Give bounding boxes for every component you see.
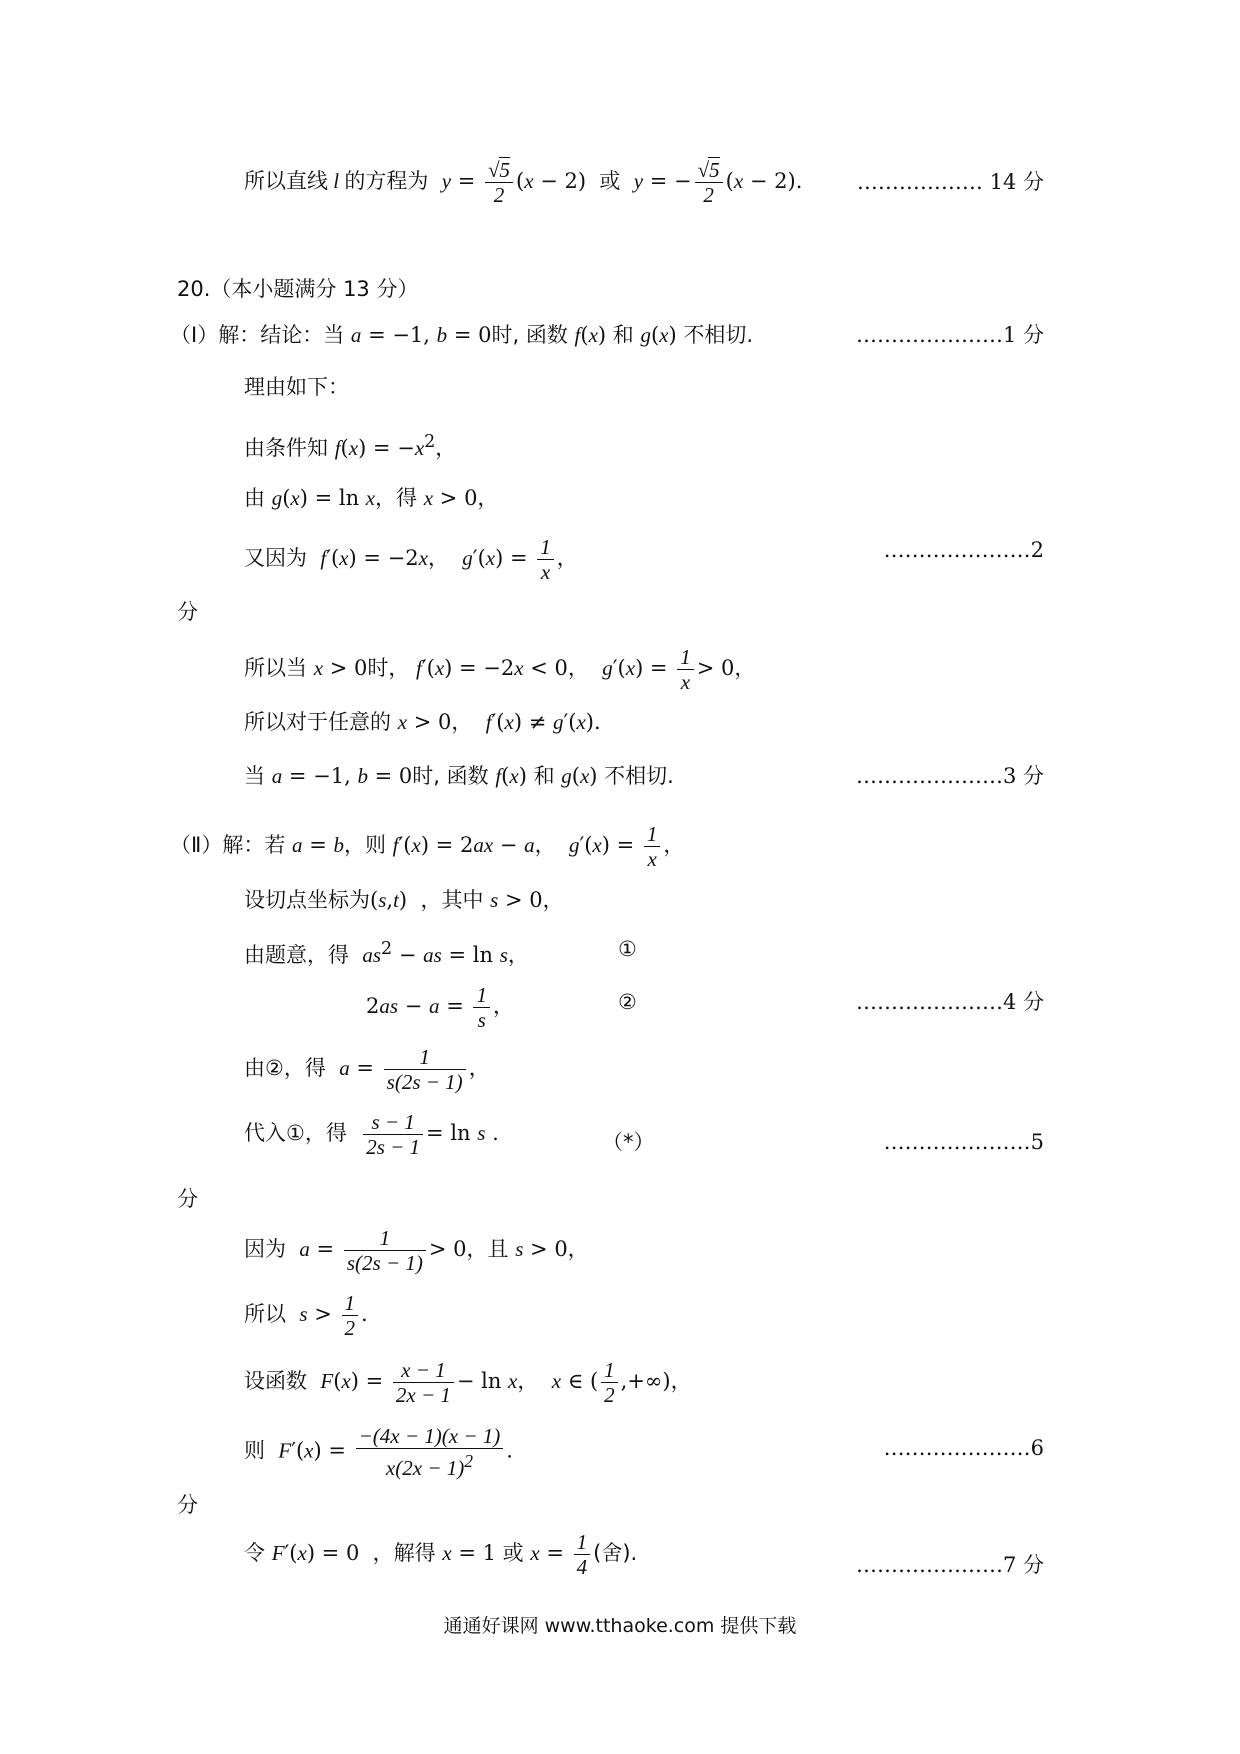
text: 由②，得 bbox=[244, 1056, 326, 1080]
text: 当 bbox=[244, 764, 265, 788]
text: 所以 bbox=[244, 1302, 286, 1326]
text: 因为 bbox=[244, 1237, 286, 1261]
score-wrap: 分 bbox=[177, 600, 198, 624]
text: (舍). bbox=[593, 1541, 638, 1565]
fraction: $\frac{1}{x}$ bbox=[677, 645, 694, 694]
text: 令 bbox=[244, 1541, 265, 1565]
fraction: $\frac{-(4x - 1)(x - 1)}{x(2x - 1)^2}$ bbox=[356, 1424, 504, 1480]
fraction: $\frac{1}{s(2s - 1)}$ bbox=[344, 1226, 426, 1275]
derivation-line: 所以对于任意的 x > 0， f′(x) ≠ g′(x). bbox=[244, 710, 601, 734]
text: ，解得 bbox=[372, 1541, 436, 1565]
text: ，其中 bbox=[420, 888, 484, 912]
derivation-line: 由②，得 a = $\frac{1}{s(2s - 1)}$ ， bbox=[244, 1045, 490, 1094]
question-header: 20.（本小题满分 13 分） bbox=[177, 277, 419, 301]
text: 设切点坐标为 bbox=[244, 888, 370, 912]
derivation-line: 当 a = −1, b = 0时, 函数 f(x) 和 g(x) 不相切. bbox=[244, 764, 674, 788]
star-label: （*） bbox=[602, 1130, 655, 1154]
reason-line: 理由如下： bbox=[244, 375, 349, 399]
fraction: $\frac{1}{s(2s - 1)}$ bbox=[384, 1045, 466, 1094]
text: ，则 bbox=[343, 833, 386, 857]
line-equation: 所以直线 l 的方程为 y = $\frac{√5}{2}$ (x − 2) 或 y = − $\frac{√5}{2}$ (x − 2). bbox=[244, 158, 803, 207]
footer: 通通好课网 www.tthaoke.com 提供下载 bbox=[443, 1615, 797, 1637]
circle-label: ② bbox=[618, 990, 637, 1014]
part2-line: （Ⅱ）解：若 a = b，则 f′(x) = 2ax − a， g′(x) = $\frac{1}{x}$ ， bbox=[170, 822, 685, 871]
circle-label: ① bbox=[618, 937, 637, 961]
derivation-line: 因为 a = $\frac{1}{s(2s - 1)}$ > 0，且 s > 0， bbox=[244, 1226, 589, 1275]
score-wrap: 分 bbox=[177, 1493, 198, 1517]
score: …………………3 分 bbox=[855, 764, 1044, 788]
fraction: $\frac{√5}{2}$ bbox=[485, 158, 513, 207]
text: 则 bbox=[244, 1438, 265, 1463]
text: 代入①，得 bbox=[244, 1121, 347, 1145]
part1-conclusion: （Ⅰ）解：结论：当 a = −1, b = 0时, 函数 f(x) 和 g(x) 不相切. bbox=[170, 323, 754, 347]
derivation-line: 由 g(x) = ln x，得 x > 0， bbox=[244, 486, 499, 510]
text: ，且 bbox=[466, 1237, 509, 1261]
fraction: $\frac{s - 1}{2s - 1}$ bbox=[363, 1110, 423, 1159]
derivation-line: 设函数 F(x) = $\frac{x - 1}{2x - 1}$ − ln x， x ∈ ( $\frac{1}{2}$ ,+∞)， bbox=[244, 1358, 692, 1407]
derivation-line: 又因为 f′(x) = −2x， g′(x) = $\frac{1}{x}$ ， bbox=[244, 535, 578, 584]
fraction: $\frac{1}{2}$ bbox=[601, 1358, 618, 1407]
fraction: $\frac{1}{s}$ bbox=[473, 983, 490, 1032]
derivation-line: 所以当 x > 0时， f′(x) = −2x < 0， g′(x) = $\frac{1}{x}$ > 0， bbox=[244, 645, 756, 694]
text: 的方程为 bbox=[344, 169, 429, 193]
text: 又因为 bbox=[244, 546, 307, 570]
text: 不相切. bbox=[683, 323, 754, 347]
score: …………………5 bbox=[883, 1130, 1044, 1154]
equation-1: 由题意，得 $as^2$ − as = ln s， bbox=[244, 939, 529, 967]
score: …………………7 分 bbox=[855, 1553, 1044, 1577]
text: 由 bbox=[244, 486, 265, 510]
derivation-line: 由条件知 $f(x) = -x^2$， bbox=[244, 432, 457, 460]
fraction: $\frac{1}{4}$ bbox=[574, 1530, 591, 1579]
fraction: $\frac{√5}{2}$ bbox=[695, 158, 723, 207]
fraction: $\frac{1}{x}$ bbox=[537, 535, 554, 584]
derivation-line: 所以 s > $\frac{1}{2}$ . bbox=[244, 1291, 368, 1340]
score: …………………6 bbox=[883, 1436, 1044, 1460]
text: 和 bbox=[533, 764, 555, 788]
text: ，得 bbox=[375, 486, 418, 510]
equation-2: 2as − a = $\frac{1}{s}$ ， bbox=[366, 983, 514, 1032]
text: 时, 函数 bbox=[412, 764, 489, 788]
derivation-line: 代入①，得 $\frac{s - 1}{2s - 1}$ = ln s . bbox=[244, 1110, 499, 1159]
text: 时， bbox=[367, 656, 410, 680]
text: 不相切. bbox=[604, 764, 674, 788]
text: 由题意，得 bbox=[244, 943, 349, 967]
text: （Ⅰ）解：结论：当 bbox=[170, 323, 345, 347]
score: ……………… 14 分 bbox=[856, 170, 1044, 194]
text: 或 bbox=[599, 169, 621, 193]
derivation-line: 则 F′(x) = $\frac{-(4x - 1)(x - 1)}{x(2x - 1)^2}$ . bbox=[244, 1424, 513, 1480]
text: 所以直线 bbox=[244, 169, 328, 193]
text: 由条件知 bbox=[244, 436, 328, 460]
text: 或 bbox=[502, 1541, 524, 1565]
text: 和 bbox=[612, 323, 634, 347]
text: 所以对于任意的 bbox=[244, 710, 391, 734]
derivation-line: 令 F′(x) = 0 ，解得 x = 1 或 x = $\frac{1}{4}$ (舍). bbox=[244, 1530, 638, 1579]
fraction: $\frac{x - 1}{2x - 1}$ bbox=[393, 1358, 454, 1407]
fraction: $\frac{1}{x}$ bbox=[644, 822, 661, 871]
score: …………………2 bbox=[883, 538, 1044, 562]
score: …………………4 分 bbox=[855, 990, 1044, 1014]
text: 所以当 bbox=[244, 656, 307, 680]
derivation-line: 设切点坐标为(s,t) ，其中 s > 0， bbox=[244, 888, 564, 912]
score: …………………1 分 bbox=[855, 323, 1044, 347]
text: （Ⅱ）解：若 bbox=[170, 833, 286, 857]
text: 时, 函数 bbox=[491, 323, 568, 347]
score-wrap: 分 bbox=[177, 1187, 198, 1211]
fraction: $\frac{1}{2}$ bbox=[342, 1291, 359, 1340]
text: 设函数 bbox=[244, 1369, 307, 1393]
